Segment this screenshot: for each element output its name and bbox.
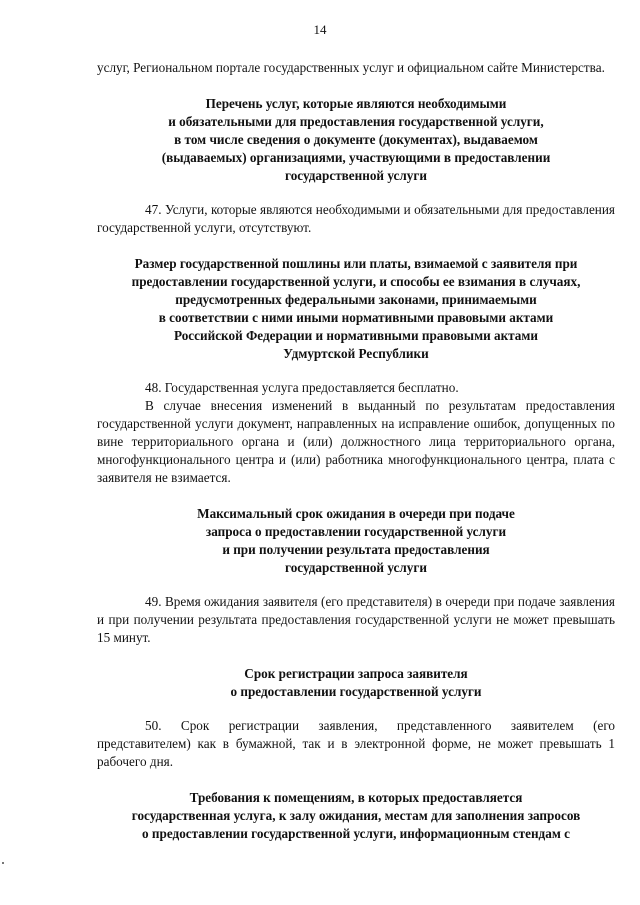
intro-paragraph: услуг, Региональном портале государственных услуг и официальном сайте Министерства. — [97, 60, 605, 75]
section-max-waiting-time — [97, 505, 615, 647]
section-registration-term — [97, 665, 615, 771]
heading-line: и при получении результата предоставления — [222, 542, 490, 557]
heading-line: в соответствии с ними иными нормативными правовыми актами — [158, 310, 554, 325]
heading-line: (выдаваемых) организациями, участвующими в предоставлении — [161, 150, 551, 165]
heading-line: государственной услуги — [285, 560, 427, 575]
section-heading — [97, 505, 615, 577]
heading-line: в том числе сведения о документе (документах), выдаваемом — [174, 132, 538, 147]
heading-line: Удмуртской Республики — [283, 346, 429, 361]
heading-line: Максимальный срок ожидания в очереди при подаче — [197, 506, 515, 521]
heading-line: государственной услуги — [285, 168, 427, 183]
heading-line: о предоставлении государственной услуги, информационным стендам с — [142, 826, 570, 841]
paragraph-47: 47. Услуги, которые являются необходимыми и обязательными для предоставления государственной услуги, отсутствуют. — [97, 202, 615, 235]
heading-line: государственная услуга, к залу ожидания, местам для заполнения запросов — [131, 808, 581, 823]
section-premises-requirements — [97, 789, 615, 843]
heading-line: Размер государственной пошлины или платы, взимаемой с заявителя при — [134, 256, 578, 271]
section-heading — [97, 665, 615, 701]
heading-line: Требования к помещениям, в которых предоставляется — [189, 790, 523, 805]
paragraph-50: 50. Срок регистрации заявления, представленного заявителем (его представителем) как в бумажной, так и в электронной форме, не может превышать 1 рабочего дня. — [97, 718, 615, 769]
section-necessary-services — [97, 95, 615, 237]
section-heading — [97, 95, 615, 185]
heading-line: и обязательными для предоставления государственной услуги, — [168, 114, 544, 129]
page-number: 14 — [313, 22, 327, 37]
heading-line: предусмотренных федеральными законами, принимаемыми — [175, 292, 537, 307]
paragraph-48-continued: В случае внесения изменений в выданный по результатам предоставления государственной услуги документ, направленных на исправление ошибок, допущенных по вине территориального органа и (или) должностного лица территориального органа, многофункционального центра и (или) работника многофункционального центра, плата с заявителя не взимается. — [97, 398, 615, 485]
heading-line: запроса о предоставлении государственной услуги — [205, 524, 507, 539]
paragraph-49: 49. Время ожидания заявителя (его представителя) в очереди при подаче заявления и при получении результата предоставления государственной услуги не может превышать 15 минут. — [97, 594, 615, 645]
section-heading — [97, 789, 615, 843]
document-body — [97, 59, 615, 859]
heading-line: предоставлении государственной услуги, и способы ее взимания в случаях, — [131, 274, 581, 289]
heading-line: Перечень услуг, которые являются необходимыми — [205, 96, 507, 111]
scan-speck — [2, 862, 4, 864]
heading-line: о предоставлении государственной услуги — [230, 684, 482, 699]
section-heading — [97, 255, 615, 363]
section-state-fee — [97, 255, 615, 487]
paragraph-48: 48. Государственная услуга предоставляется бесплатно. — [145, 380, 459, 395]
heading-line: Российской Федерации и нормативными правовыми актами — [173, 328, 538, 343]
heading-line: Срок регистрации запроса заявителя — [244, 666, 468, 681]
